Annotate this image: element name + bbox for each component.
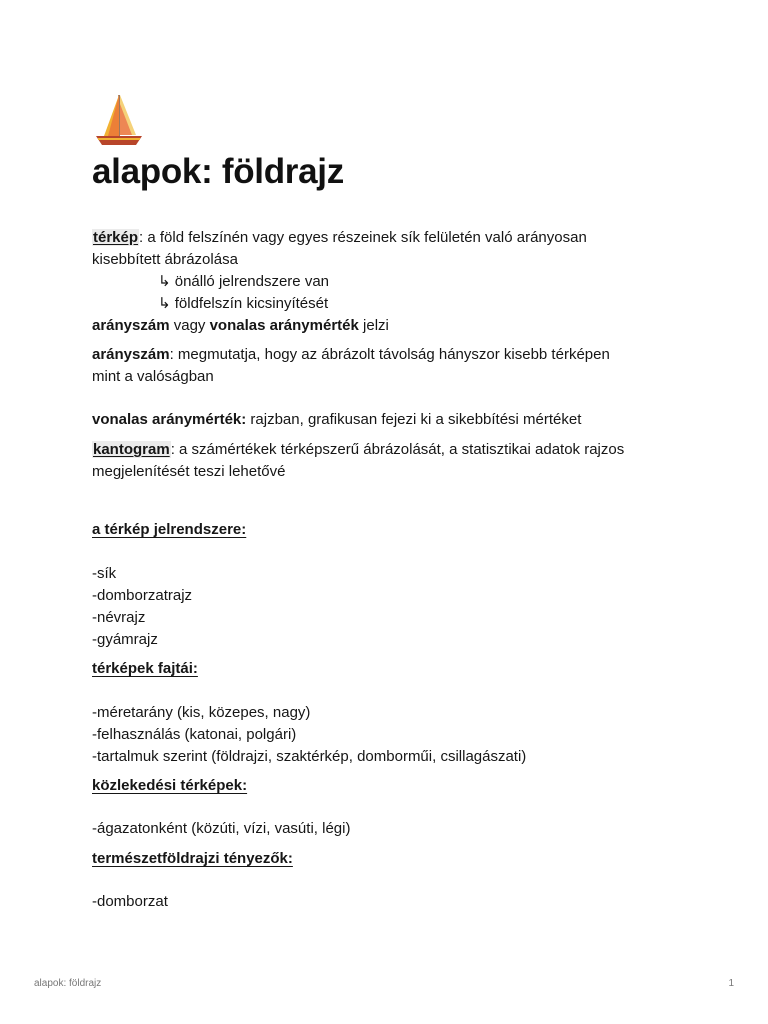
sailboat-icon: [92, 92, 144, 148]
kantogram-def-text: : a számértékek térképszerű ábrázolását, a statisztikai adatok rajzos: [170, 441, 625, 458]
page-title: alapok: földrajz: [92, 152, 344, 191]
kantogram-def-line2: megjelenítését teszi lehetővé: [92, 463, 286, 480]
text: vagy: [169, 317, 210, 334]
section-heading: természetföldrajzi tényezők:: [92, 850, 293, 867]
list-item: -ágazatonként (közúti, vízi, vasúti, légi): [92, 820, 351, 837]
list-item: -domborzat: [92, 893, 168, 910]
vonalas-def-text: rajzban, grafikusan fejezi ki a sikebbítési mértéket: [246, 411, 582, 428]
aranyszam-def-line2: mint a valóságban: [92, 368, 214, 385]
list-item: -tartalmuk szerint (földrajzi, szaktérkép, domborműi, csillagászati): [92, 748, 527, 765]
term-aranyszam: arányszám: [92, 346, 170, 363]
section-heading: a térkép jelrendszere:: [92, 521, 247, 538]
jelzi-line: [92, 315, 389, 337]
section-heading: térképek fajtái:: [92, 660, 198, 677]
bold-term: vonalas aránymérték: [209, 317, 359, 334]
section-heading: közlekedési térképek:: [92, 777, 248, 794]
arrow-item: ↳ önálló jelrendszere van: [158, 273, 329, 290]
kantogram-definition: [92, 439, 624, 461]
list-item: -domborzatrajz: [92, 587, 193, 604]
term-kantogram: kantogram: [93, 441, 170, 458]
list-item: -sík: [92, 565, 117, 582]
list-item: -méretarány (kis, közepes, nagy): [92, 704, 311, 721]
bold-term: arányszám: [92, 317, 170, 334]
list-item: -felhasználás (katonai, polgári): [92, 726, 297, 743]
arrow-item: ↳ földfelszín kicsinyítését: [158, 295, 329, 312]
page-number: 1: [728, 978, 734, 989]
vonalas-definition: [92, 409, 581, 431]
aranyszam-definition: [92, 344, 610, 366]
term-vonalas: vonalas aránymérték:: [92, 411, 247, 428]
terkep-def-line2: kisebbített ábrázolása: [92, 251, 238, 268]
list-item: -gyámrajz: [92, 631, 158, 648]
terkep-def-text: : a föld felszínén vagy egyes részeinek sík felületén való arányosan: [139, 229, 587, 246]
aranyszam-def-text: : megmutatja, hogy az ábrázolt távolság hányszor kisebb térképen: [169, 346, 610, 363]
list-item: -névrajz: [92, 609, 146, 626]
term-terkep: térkép: [93, 229, 139, 246]
footer-title: alapok: földrajz: [34, 978, 102, 989]
terkep-definition: [92, 227, 587, 249]
text: jelzi: [358, 317, 389, 334]
